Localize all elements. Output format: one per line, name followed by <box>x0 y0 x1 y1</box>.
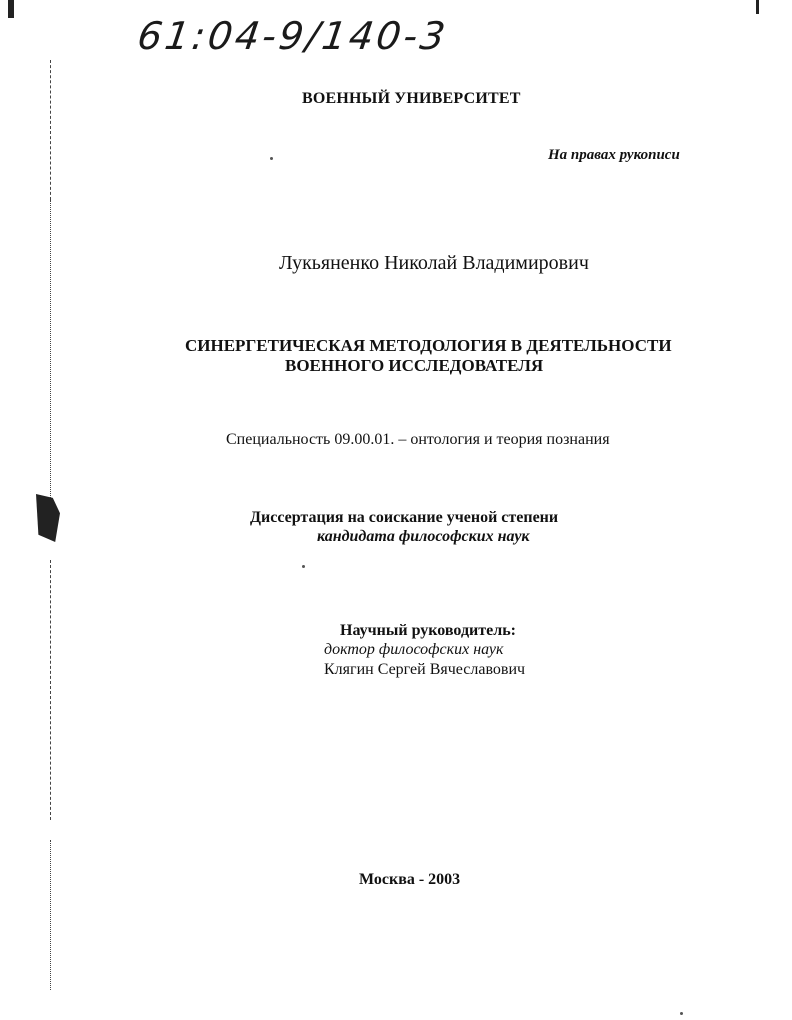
degree-statement-line-1: Диссертация на соискание ученой степени <box>250 509 559 526</box>
author-name: Лукьяненко Николай Владимирович <box>279 252 589 274</box>
scan-edge-line <box>50 840 51 990</box>
advisor-label: Научный руководитель: <box>340 622 516 639</box>
scan-edge-line <box>50 560 51 820</box>
scan-edge-line <box>50 60 51 200</box>
corner-mark <box>756 0 759 14</box>
degree-statement-line-2: кандидата философских наук <box>317 528 530 545</box>
advisor-degree: доктор философских наук <box>324 641 504 658</box>
binding-mark <box>36 494 60 542</box>
specialty: Специальность 09.00.01. – онтология и теория познания <box>226 431 610 448</box>
scan-edge-line <box>50 200 51 500</box>
scan-speck <box>680 1012 683 1015</box>
university-name: ВОЕННЫЙ УНИВЕРСИТЕТ <box>302 90 521 107</box>
scan-speck <box>270 157 273 160</box>
corner-mark <box>8 0 14 18</box>
city-year: Москва - 2003 <box>359 871 461 888</box>
dissertation-title-line-2: ВОЕННОГО ИССЛЕДОВАТЕЛЯ <box>285 356 544 375</box>
scan-speck <box>302 565 305 568</box>
dissertation-title-line-1: СИНЕРГЕТИЧЕСКАЯ МЕТОДОЛОГИЯ В ДЕЯТЕЛЬНОСТИ <box>185 336 672 355</box>
handwritten-archive-code: 61:04-9/140-3 <box>134 14 451 58</box>
advisor-name: Клягин Сергей Вячеславович <box>324 661 526 678</box>
scan-edge-artifacts <box>36 0 66 1020</box>
manuscript-rights-note: На правах рукописи <box>548 147 680 163</box>
